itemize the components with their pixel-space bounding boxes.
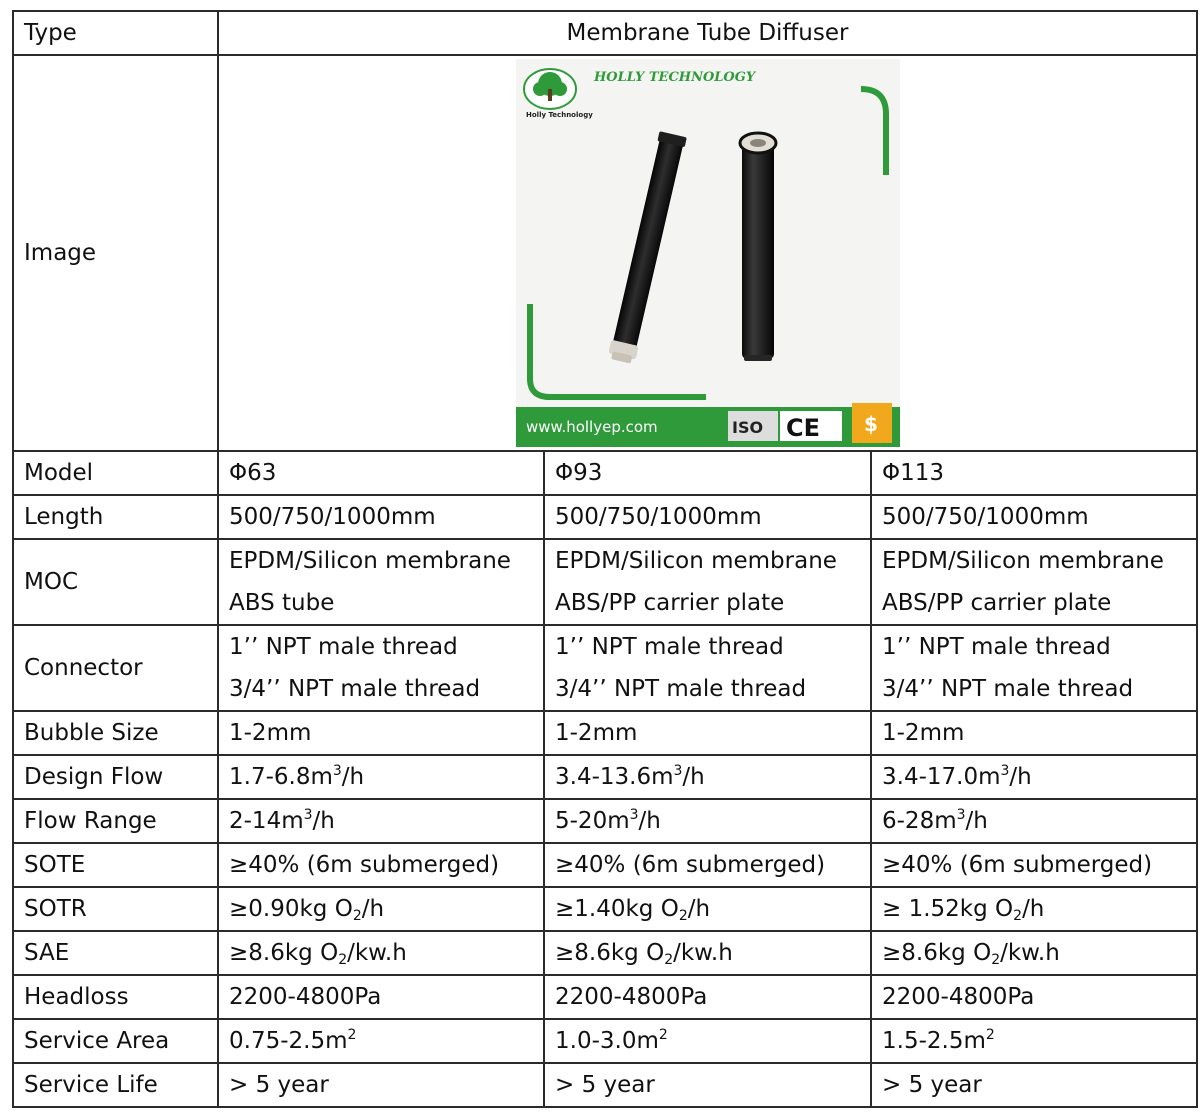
unit-text: /kw.h — [1000, 940, 1060, 966]
spec-cell — [544, 495, 871, 539]
cell-line: 1-2mm — [555, 720, 638, 746]
cell-line: > 5 year — [882, 1072, 982, 1098]
header-row — [13, 11, 1197, 55]
value-text: ≥0.90kg O — [229, 896, 353, 922]
spec-cell — [218, 755, 544, 799]
spec-row-service-area — [13, 1019, 1197, 1063]
spec-cell — [871, 843, 1197, 887]
spec-cell — [544, 539, 871, 625]
spec-cell — [218, 451, 544, 495]
cell-line: 1-2mm — [882, 720, 965, 746]
cell-line — [229, 888, 533, 930]
logo-caption: Holly Technology — [525, 111, 593, 119]
value-text: 3.4-17.0m — [882, 764, 1001, 790]
spec-row-sotr — [13, 887, 1197, 931]
ce-text: CE — [785, 414, 820, 442]
cell-line: ≥40% (6m submerged) — [882, 852, 1153, 878]
spec-cell — [871, 887, 1197, 931]
cell-line — [555, 800, 860, 842]
cell-line — [882, 888, 1186, 930]
cell-line — [555, 932, 860, 974]
spec-cell — [871, 539, 1197, 625]
spec-table — [12, 10, 1198, 1108]
cell-line: 1-2mm — [229, 720, 312, 746]
unit-text: /h — [341, 764, 365, 790]
cell-line: 3/4’’ NPT male thread — [555, 676, 807, 702]
cell-line — [555, 888, 860, 930]
unit-text: /h — [638, 808, 661, 834]
spec-cell — [218, 1019, 544, 1063]
superscript: 3 — [1000, 763, 1010, 779]
row-label: Service Life — [13, 1063, 218, 1107]
spec-sheet — [12, 10, 1198, 1108]
cell-line: 2200-4800Pa — [882, 984, 1035, 1010]
spec-cell — [218, 843, 544, 887]
unit-text: /h — [312, 808, 335, 834]
unit-text: /h — [965, 808, 988, 834]
spec-cell — [544, 799, 871, 843]
spec-row-moc — [13, 539, 1197, 625]
row-label: SOTR — [13, 887, 218, 931]
superscript: 3 — [673, 763, 683, 779]
row-label: Flow Range — [13, 799, 218, 843]
iso-text: ISO — [731, 418, 763, 437]
cell-line: > 5 year — [229, 1072, 329, 1098]
row-label: Length — [13, 495, 218, 539]
value-text: 1.7-6.8m — [229, 764, 333, 790]
value-text: ≥ 1.52kg O — [882, 896, 1014, 922]
spec-cell — [544, 451, 871, 495]
value-text: 3.4-13.6m — [555, 764, 674, 790]
spec-cell — [218, 975, 544, 1019]
cell-line: Φ63 — [229, 460, 277, 486]
cell-line: > 5 year — [555, 1072, 655, 1098]
cell-line: ABS/PP carrier plate — [882, 590, 1112, 616]
cell-line: 500/750/1000mm — [882, 504, 1089, 530]
cell-line — [882, 756, 1186, 798]
subscript: 2 — [1013, 908, 1023, 924]
spec-cell — [871, 755, 1197, 799]
cell-line: 3/4’’ NPT male thread — [229, 676, 481, 702]
superscript: 2 — [347, 1027, 357, 1043]
spec-cell — [871, 495, 1197, 539]
spec-cell — [871, 451, 1197, 495]
subscript: 2 — [991, 952, 1001, 968]
brand-text: HOLLY TECHNOLOGY — [593, 70, 755, 85]
spec-cell — [871, 975, 1197, 1019]
spec-row-flow-range — [13, 799, 1197, 843]
value-text: 6-28m — [882, 808, 957, 834]
spec-cell — [544, 1063, 871, 1107]
cell-line — [229, 1020, 533, 1062]
cell-line: 3/4’’ NPT male thread — [882, 676, 1134, 702]
cell-line — [229, 932, 533, 974]
spec-cell — [218, 495, 544, 539]
spec-row-headloss — [13, 975, 1197, 1019]
cell-line: ≥40% (6m submerged) — [229, 852, 500, 878]
row-label: SAE — [13, 931, 218, 975]
subscript: 2 — [678, 908, 688, 924]
cell-line: ABS tube — [229, 590, 335, 616]
unit-text: /h — [1009, 764, 1032, 790]
cell-line: ABS/PP carrier plate — [555, 590, 785, 616]
row-label: Service Area — [13, 1019, 218, 1063]
spec-row-length — [13, 495, 1197, 539]
type-label: Type — [13, 11, 218, 55]
row-label: Connector — [13, 625, 218, 711]
spec-cell — [218, 625, 544, 711]
unit-text: /kw.h — [347, 940, 407, 966]
cell-line: EPDM/Silicon membrane — [882, 548, 1164, 574]
cell-line: 2200-4800Pa — [555, 984, 708, 1010]
spec-cell — [544, 931, 871, 975]
unit-text: /h — [682, 764, 705, 790]
spec-cell — [544, 711, 871, 755]
value-text: ≥8.6kg O — [555, 940, 665, 966]
spec-cell — [871, 799, 1197, 843]
spec-cell — [544, 755, 871, 799]
row-label: Bubble Size — [13, 711, 218, 755]
superscript: 3 — [629, 807, 639, 823]
value-text: 1.0-3.0m — [555, 1028, 659, 1054]
website-text: www.hollyep.com — [525, 418, 658, 436]
cell-line: EPDM/Silicon membrane — [229, 548, 511, 574]
row-label: Design Flow — [13, 755, 218, 799]
superscript: 3 — [303, 807, 313, 823]
value-text: ≥8.6kg O — [882, 940, 992, 966]
spec-cell — [218, 931, 544, 975]
unit-text: /h — [1022, 896, 1045, 922]
spec-cell — [544, 625, 871, 711]
row-label: SOTE — [13, 843, 218, 887]
product-name: Membrane Tube Diffuser — [218, 11, 1197, 55]
dollar-text: $ — [863, 412, 878, 436]
cell-line — [882, 1020, 1186, 1062]
cell-line: EPDM/Silicon membrane — [555, 548, 837, 574]
spec-row-sote — [13, 843, 1197, 887]
unit-text: /h — [361, 896, 385, 922]
value-text: 2-14m — [229, 808, 304, 834]
value-text: ≥8.6kg O — [229, 940, 339, 966]
subscript: 2 — [338, 952, 348, 968]
cell-line — [555, 756, 860, 798]
row-label: MOC — [13, 539, 218, 625]
value-text: 5-20m — [555, 808, 630, 834]
cell-line: Φ93 — [555, 460, 603, 486]
cell-line — [555, 1020, 860, 1062]
row-label: Model — [13, 451, 218, 495]
cell-line — [229, 800, 533, 842]
spec-row-bubble-size — [13, 711, 1197, 755]
image-row — [13, 55, 1197, 451]
value-text: 0.75-2.5m — [229, 1028, 348, 1054]
spec-cell — [871, 931, 1197, 975]
spec-cell — [544, 1019, 871, 1063]
subscript: 2 — [352, 908, 362, 924]
spec-row-connector — [13, 625, 1197, 711]
row-label: Headloss — [13, 975, 218, 1019]
cell-line: Φ113 — [882, 460, 945, 486]
spec-cell — [218, 539, 544, 625]
right-tube-diffuser — [740, 133, 776, 361]
superscript: 3 — [956, 807, 966, 823]
spec-cell — [218, 799, 544, 843]
spec-cell — [544, 975, 871, 1019]
spec-cell — [871, 625, 1197, 711]
superscript: 2 — [985, 1027, 995, 1043]
unit-text: /kw.h — [673, 940, 733, 966]
cell-line: ≥40% (6m submerged) — [555, 852, 826, 878]
tree-logo-icon — [524, 69, 576, 109]
spec-cell — [218, 887, 544, 931]
value-text: 1.5-2.5m — [882, 1028, 986, 1054]
image-cell — [218, 55, 1197, 451]
spec-row-design-flow — [13, 755, 1197, 799]
superscript: 2 — [658, 1027, 668, 1043]
spec-row-service-life — [13, 1063, 1197, 1107]
unit-text: /h — [687, 896, 711, 922]
cell-line: 500/750/1000mm — [555, 504, 762, 530]
spec-cell — [871, 711, 1197, 755]
spec-table-body — [13, 11, 1197, 1107]
product-photo — [516, 59, 900, 447]
cell-line: 500/750/1000mm — [229, 504, 436, 530]
subscript: 2 — [664, 952, 674, 968]
spec-cell — [871, 1019, 1197, 1063]
spec-cell — [544, 887, 871, 931]
cell-line — [882, 932, 1186, 974]
spec-row-model — [13, 451, 1197, 495]
value-text: ≥1.40kg O — [555, 896, 679, 922]
cell-line: 2200-4800Pa — [229, 984, 382, 1010]
cell-line — [229, 756, 533, 798]
cell-line: 1’’ NPT male thread — [229, 634, 458, 660]
spec-cell — [218, 711, 544, 755]
image-label: Image — [13, 55, 218, 451]
spec-row-sae — [13, 931, 1197, 975]
spec-cell — [218, 1063, 544, 1107]
superscript: 3 — [332, 763, 342, 779]
spec-cell — [871, 1063, 1197, 1107]
cell-line: 1’’ NPT male thread — [882, 634, 1111, 660]
spec-cell — [544, 843, 871, 887]
cell-line — [882, 800, 1186, 842]
cell-line: 1’’ NPT male thread — [555, 634, 784, 660]
